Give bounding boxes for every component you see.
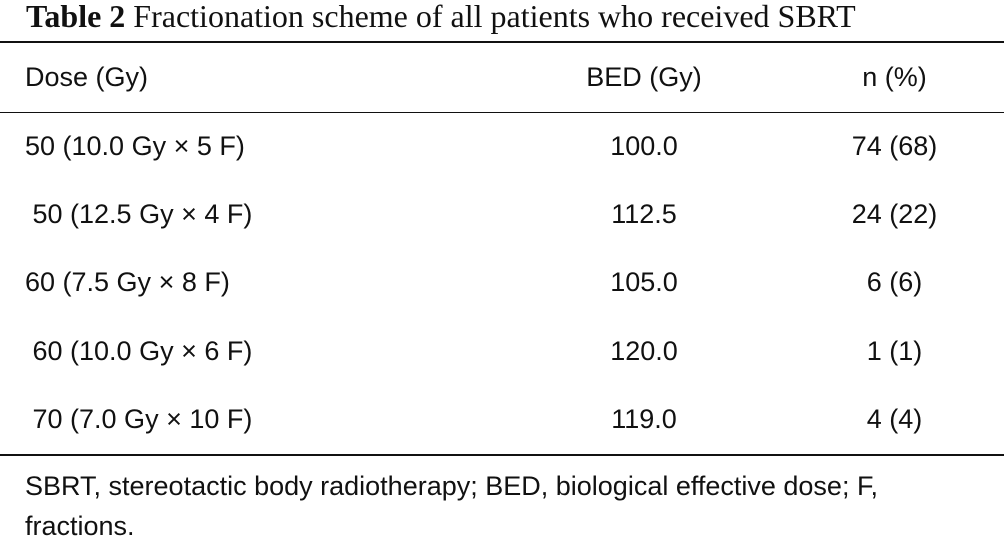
cell-bed: 120.0 xyxy=(610,335,678,366)
header-bed: BED (Gy) xyxy=(586,62,702,92)
cell-dose: 60 (7.5 Gy × 8 F) xyxy=(25,267,230,298)
header-dose: Dose (Gy) xyxy=(25,62,149,92)
cell-dose: 50 (12.5 Gy × 4 F) xyxy=(25,199,253,230)
cell-dose: 60 (10.0 Gy × 6 F) xyxy=(25,335,253,366)
table-caption-label: Table 2 xyxy=(26,0,126,34)
cell-n-percent: 74 (68) xyxy=(851,130,938,161)
table-caption-text: Fractionation scheme of all patients who received SBRT xyxy=(133,0,856,34)
table-header-row xyxy=(0,43,1004,112)
table-row xyxy=(0,317,1004,385)
table-row xyxy=(0,180,1004,248)
cell-n-percent: 4 (4) xyxy=(866,404,923,435)
table-row xyxy=(0,386,1004,454)
cell-n-percent: 6 (6) xyxy=(866,267,923,298)
table-footnote: SBRT, stereotactic body radiotherapy; BED, biological effective dose; F, fractions. xyxy=(25,471,878,541)
header-n-percent: n (%) xyxy=(862,62,927,92)
cell-dose: 70 (7.0 Gy × 10 F) xyxy=(25,404,253,435)
cell-bed: 119.0 xyxy=(611,404,677,435)
cell-n-percent: 1 (1) xyxy=(866,335,923,366)
cell-dose: 50 (10.0 Gy × 5 F) xyxy=(25,130,245,161)
table-row xyxy=(0,112,1004,180)
cell-bed: 100.0 xyxy=(610,130,678,161)
bottom-rule xyxy=(0,454,1004,456)
fractionation-table xyxy=(0,43,1004,454)
cell-bed: 105.0 xyxy=(610,267,678,298)
cell-n-percent: 24 (22) xyxy=(851,199,938,230)
table-caption xyxy=(26,0,856,34)
cell-bed: 112.5 xyxy=(611,199,677,230)
table-row xyxy=(0,249,1004,317)
